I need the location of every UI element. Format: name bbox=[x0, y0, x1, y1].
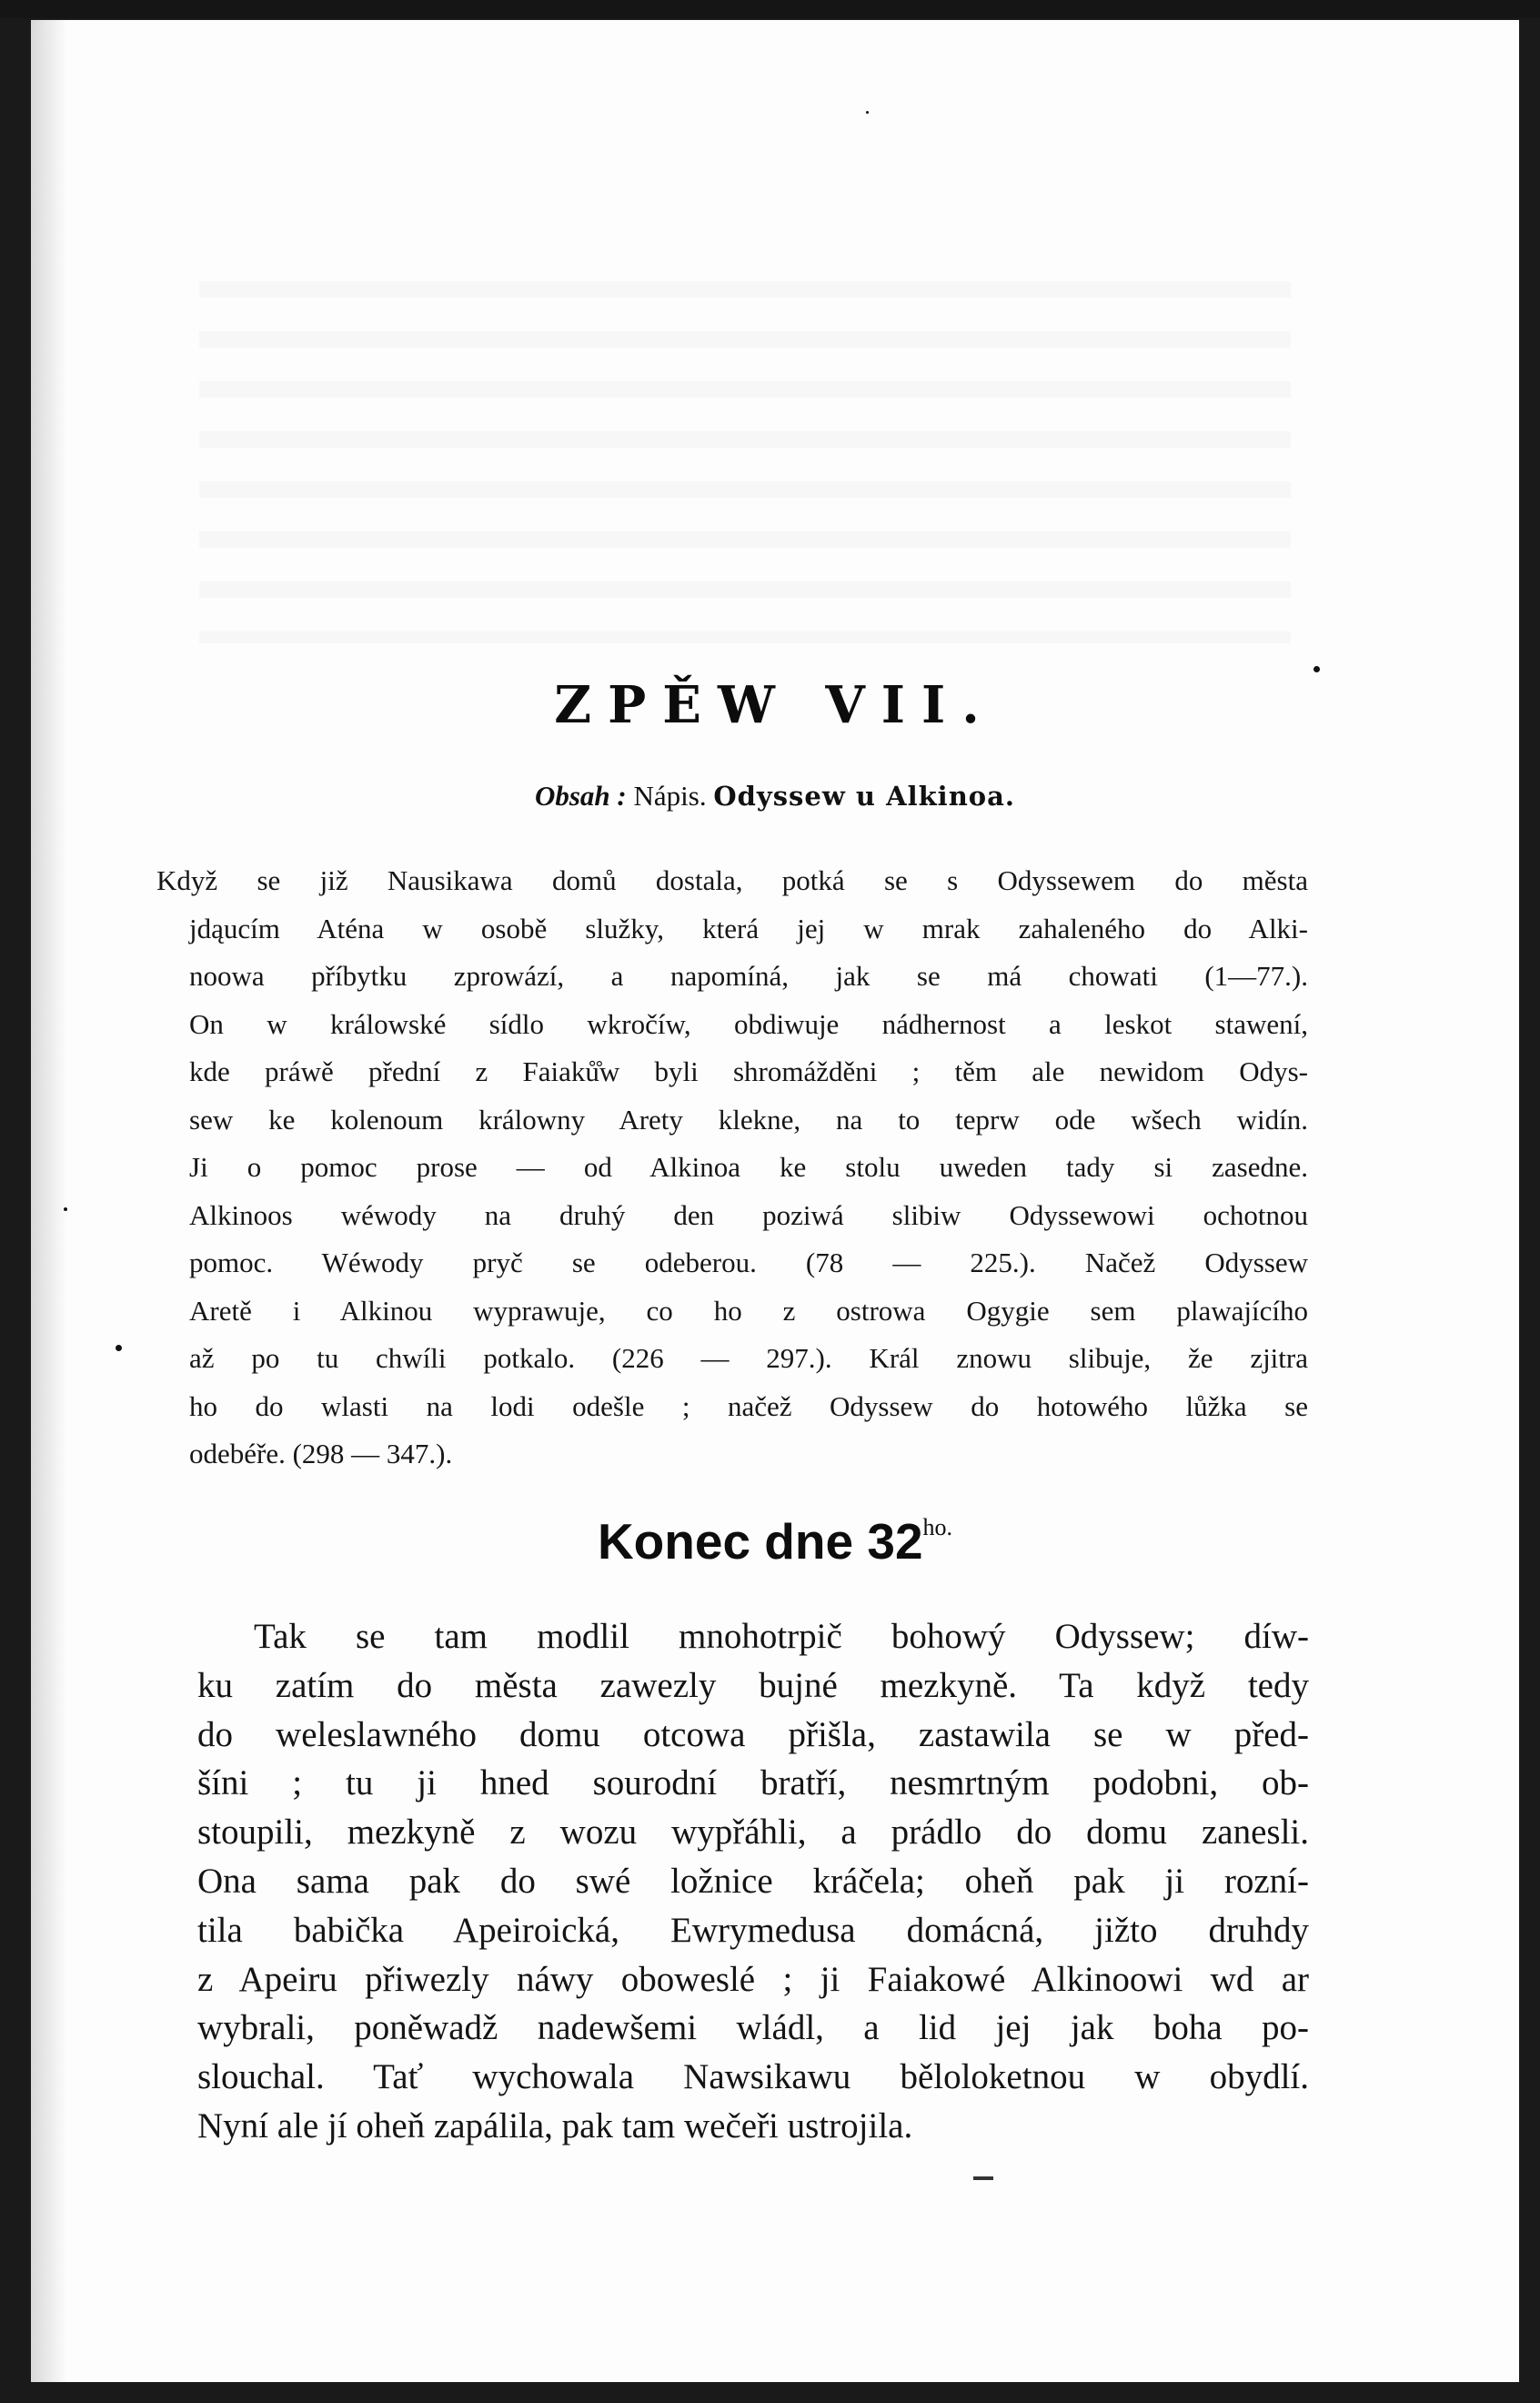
ink-speck bbox=[866, 111, 869, 114]
body-line: šíni ; tu ji hned sourodní bratří, nesmrtným podobni, ob- bbox=[197, 1763, 1309, 1803]
summary-line: Alkinoos wéwody na druhý den poziwá slibiw Odyssewowi ochotnou bbox=[189, 1198, 1308, 1231]
body-line: wybrali, poněwadž nadewšemi wládl, a lid jej jak boha po- bbox=[197, 2008, 1309, 2048]
summary-line: kde práwě přední z Faiaků̊w byli shromážděni ; těm ale newidom Odys- bbox=[189, 1055, 1308, 1087]
summary-line: Když se již Nausikawa domů dostala, potká se s Odyssewem do města bbox=[156, 864, 1308, 896]
chapter-contents bbox=[31, 780, 1519, 813]
body-line: stoupili, mezkyně z wozu wypřáhli, a prádlo do domu zanesli. bbox=[197, 1812, 1309, 1853]
summary-line: až po tu chwíli potkalo. (226 — 297.). Král znowu slibuje, že zjitra bbox=[189, 1342, 1308, 1374]
summary-line: sew ke kolenoum králowny Arety klekne, na to teprw ode wšech widín. bbox=[189, 1103, 1308, 1136]
body-line: tila babička Apeiroická, Ewrymedusa domácná, jižto druhdy bbox=[197, 1910, 1309, 1950]
scan-border bbox=[0, 0, 1540, 18]
contents-prefix: Nápis. bbox=[633, 780, 707, 812]
summary-line: Ji o pomoc prose — od Alkinoa ke stolu uweden tady si zasedne. bbox=[189, 1151, 1308, 1183]
body-line: Ona sama pak do swé ložnice kráčela; oheň pak ji rozní- bbox=[197, 1861, 1309, 1901]
ink-mark bbox=[973, 2176, 993, 2180]
ink-speck bbox=[64, 1207, 67, 1211]
section-title-text: Konec dne 32 bbox=[597, 1513, 923, 1570]
ink-speck bbox=[116, 1345, 122, 1351]
body-line: Tak se tam modlil mnohotrpič bohowý Odyssew; díw- bbox=[254, 1617, 1309, 1656]
summary-line: noowa příbytku zprowází, a napomíná, jak se má chowati (1—77.). bbox=[189, 960, 1308, 992]
chapter-summary bbox=[156, 857, 1308, 1479]
summary-line: pomoc. Wéwody pryč se odeberou. (78 — 225.). Načež Odyssew bbox=[189, 1247, 1308, 1278]
ink-speck bbox=[1314, 666, 1320, 672]
section-title-superscript: ho. bbox=[922, 1514, 953, 1540]
contents-label: Obsah : bbox=[534, 780, 627, 812]
body-text bbox=[197, 1612, 1309, 2151]
summary-line: jdąucím Aténa w osobě služky, která jej w mrak zahaleného do Alki- bbox=[189, 912, 1308, 944]
book-page bbox=[31, 20, 1519, 2382]
summary-line: Aretě i Alkinou wyprawuje, co ho z ostrowa Ogygie sem plawajícího bbox=[189, 1294, 1308, 1327]
body-line: slouchal. Tať wychowala Nawsikawu běloloketnou w obydlí. bbox=[197, 2057, 1309, 2097]
page-gutter bbox=[31, 20, 67, 2382]
summary-line: ho do wlasti na lodi odešle ; načež Odyssew do hotowého lůžka se bbox=[189, 1389, 1308, 1422]
summary-line: On w králowské sídlo wkročíw, obdiwuje nádhernost a leskot stawení, bbox=[189, 1007, 1308, 1040]
body-line: ku zatím do města zawezly bujné mezkyně. Ta když tedy bbox=[197, 1665, 1309, 1705]
body-line: Nyní ale jí oheň zapálila, pak tam wečeři ustrojila. bbox=[197, 2105, 913, 2146]
bleed-through-text bbox=[199, 261, 1291, 643]
chapter-heading: ZPĚW VII. bbox=[554, 675, 996, 735]
summary-line: odebéře. (298 — 347.). bbox=[189, 1438, 453, 1469]
body-line: z Apeiru přiwezly náwy oboweslé ; ji Faiakowé Alkinoowi wd ar bbox=[197, 1959, 1309, 1999]
section-title bbox=[31, 1512, 1519, 1570]
contents-title: Odyssew u Alkinoa. bbox=[713, 781, 1016, 812]
body-line: do weleslawného domu otcowa přišla, zastawila se w před- bbox=[197, 1714, 1309, 1754]
